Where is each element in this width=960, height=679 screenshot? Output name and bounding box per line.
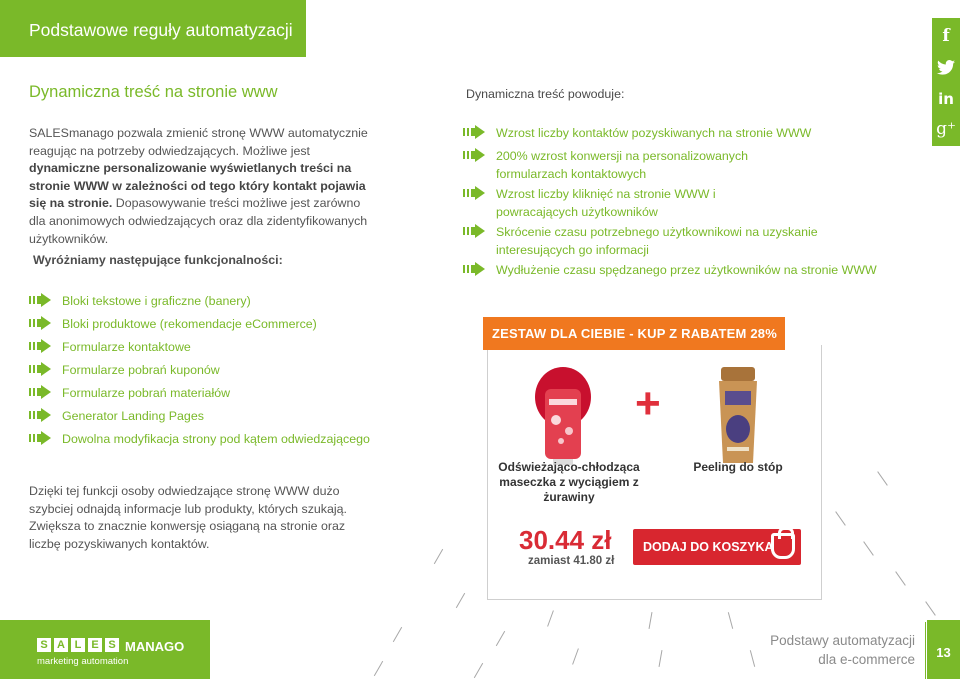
feature-label: Generator Landing Pages [62, 409, 204, 423]
feature-label: Formularze kontaktowe [62, 340, 191, 354]
result-label: Wzrost liczby kontaktów pozyskiwanych na stronie WWW [496, 126, 812, 140]
social-sidebar [932, 18, 960, 146]
list-item [29, 292, 370, 315]
arrow-icon [463, 148, 485, 168]
footer-divider [925, 622, 926, 679]
intro-text-1: SALESmanago pozwala zmienić stronę WWW automatycznie reagując na potrzeby odwiedzających. Możliwe jest [29, 126, 368, 158]
arrow-icon [463, 224, 485, 244]
list-item [29, 338, 370, 361]
results-list [463, 125, 923, 282]
page-number: 13 [927, 620, 960, 679]
product-image-peeling[interactable] [713, 367, 763, 467]
result-label: Skrócenie czasu potrzebnego użytkownikowi na uzyskanie interesujących go informacji [496, 225, 818, 257]
list-item [29, 430, 370, 453]
promo-price: 30.44 zł [519, 525, 612, 555]
results-heading: Dynamiczna treść powoduje: [466, 87, 625, 101]
list-item [463, 262, 923, 282]
promo-widget [483, 317, 823, 602]
logo-letter: S [37, 638, 51, 652]
arrow-icon [29, 408, 51, 427]
plus-sign: + [635, 379, 661, 428]
dash [895, 571, 906, 585]
feature-label: Bloki produktowe (rekomendacje eCommerce) [62, 317, 317, 331]
feature-label: Formularze pobrań materiałów [62, 386, 231, 400]
dash [863, 541, 874, 555]
arrow-icon [29, 293, 51, 312]
intro-paragraph [29, 125, 379, 248]
dash [835, 511, 846, 525]
dash [434, 549, 443, 564]
closing-paragraph: Dzięki tej funkcji osoby odwiedzające stronę WWW dużo szybciej odnajdą informacje lub produkty, których szukają. Zwiększa to znacznie konwersję osiąganą na stronie oraz liczbę pozyskiwanych kontaktów. [29, 484, 347, 551]
dash [393, 627, 402, 642]
google-plus-icon[interactable]: g⁺ [936, 119, 956, 139]
dash [374, 661, 383, 676]
add-to-cart-label: DODAJ DO KOSZYKA [643, 540, 774, 554]
dash [659, 650, 663, 667]
arrow-icon [29, 339, 51, 358]
list-item [463, 125, 843, 148]
list-item [29, 361, 370, 384]
footer-line-2: dla e-commerce [818, 652, 915, 667]
footer-logo[interactable] [0, 620, 210, 679]
dash [649, 612, 653, 629]
result-label: 200% wzrost konwersji na personalizowanych formularzach kontaktowych [496, 149, 749, 181]
dash [496, 631, 505, 646]
feature-label: Dowolna modyfikacja strony pod kątem odwiedzającego [62, 432, 370, 446]
logo-tagline: marketing automation [37, 656, 129, 667]
features-heading: Wyróżniamy następujące funkcjonalności: [33, 253, 283, 267]
arrow-icon [29, 431, 51, 450]
promo-old-price: zamiast 41.80 zł [528, 555, 615, 567]
footer-line-1: Podstawy automatyzacji [770, 633, 915, 648]
product-2-name[interactable]: Peeling do stóp [693, 460, 783, 474]
result-label: Wzrost liczby kliknięć na stronie WWW i powracających użytkowników [496, 187, 716, 219]
add-to-cart-button[interactable] [633, 529, 801, 565]
product-1-name[interactable]: Odświeżająco-chłodząca maseczka z wyciągiem z żurawiny [498, 460, 640, 504]
page-title: Podstawowe reguły automatyzacji [29, 20, 293, 40]
dash [456, 593, 465, 608]
facebook-icon[interactable]: f [942, 26, 950, 46]
list-item [463, 224, 848, 262]
dash [572, 648, 579, 664]
list-item [29, 315, 370, 338]
logo-letter: L [71, 638, 85, 652]
logo-manago: MANAGO [125, 639, 185, 654]
arrow-icon [29, 316, 51, 335]
arrow-icon [29, 362, 51, 381]
dash [474, 663, 483, 678]
arrow-icon [463, 125, 485, 145]
header-bar [0, 0, 306, 57]
arrow-icon [463, 262, 485, 282]
feature-label: Bloki tekstowe i graficzne (banery) [62, 294, 251, 308]
feature-label: Formularze pobrań kuponów [62, 363, 220, 377]
dash [750, 650, 755, 667]
logo-letter: A [54, 638, 68, 652]
promo-banner[interactable]: ZESTAW DLA CIEBIE - KUP Z RABATEM 28% [483, 317, 785, 350]
intro-text-bold: dynamiczne personalizowanie wyświetlanych treści na stronie WWW w zależności od tego który kontakt pojawia się na stronie. [29, 161, 366, 211]
list-item [463, 148, 783, 186]
twitter-icon[interactable] [932, 60, 960, 79]
dash [728, 612, 733, 629]
footer-caption [770, 631, 915, 669]
list-item [29, 384, 370, 407]
arrow-icon [463, 186, 485, 206]
list-item [29, 407, 370, 430]
logo-letter: S [105, 638, 119, 652]
linkedin-icon[interactable]: in [938, 90, 954, 108]
shopping-bag-icon [771, 533, 795, 559]
list-item [463, 186, 753, 224]
dash [877, 471, 888, 485]
features-list [29, 292, 370, 453]
dash [925, 601, 936, 615]
arrow-icon [29, 385, 51, 404]
product-image-mask[interactable] [523, 365, 603, 465]
section-title: Dynamiczna treść na stronie www [29, 83, 278, 101]
result-label: Wydłużenie czasu spędzanego przez użytkowników na stronie WWW [496, 263, 877, 277]
dash [547, 610, 554, 626]
logo-letter: E [88, 638, 102, 652]
intro-text-2: Dopasowywanie treści możliwe jest zarówno dla anonimowych odwiedzających oraz dla zidentyfikowanych użytkowników. [29, 196, 368, 246]
